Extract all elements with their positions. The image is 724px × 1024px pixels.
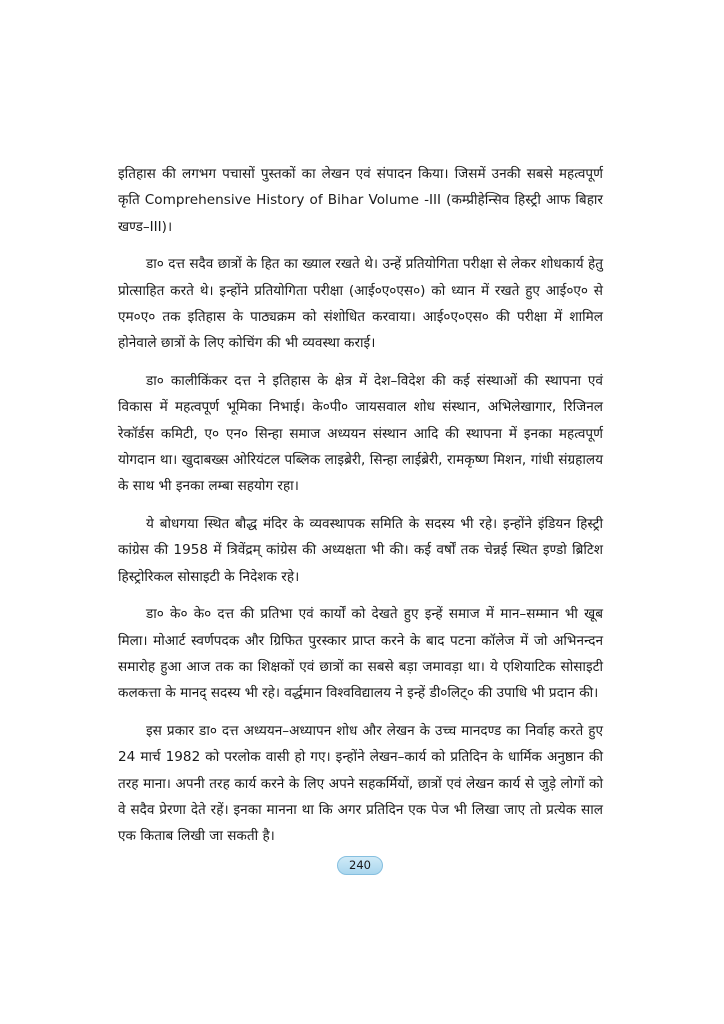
page-body [118, 161, 603, 861]
paragraph: इस प्रकार डा० दत्त अध्ययन–अध्यापन शोध और लेखन के उच्च मानदण्ड का निर्वाह करते हुए 24 मार्च 1982 को परलोक वासी हो गए। इन्होंने लेखन–कार्य को प्रतिदिन के धार्मिक अनुष्ठान की तरह माना। अपनी तरह कार्य करने के लिए अपने सहकर्मियों, छात्रों एवं लेखन कार्य से जुड़े लोगों को वे सदैव प्रेरणा देते रहें। इनका मानना था कि अगर प्रतिदिन एक पेज भी लिखा जाए तो प्रत्येक साल एक किताब लिखी जा सकती है। [118, 722, 603, 845]
paragraph-continuation: इतिहास की लगभग पचासों पुस्तकों का लेखन एवं संपादन किया। जिसमें उनकी सबसे महत्वपूर्ण कृति Comprehensive History of Bihar Volume -III (कम्प्रीहेन्सिव हिस्ट्री आफ बिहार खण्ड–III)। [118, 166, 603, 235]
paragraph: डा० के० के० दत्त की प्रतिभा एवं कार्यों को देखते हुए इन्हें समाज में मान–सम्मान भी खूब मिला। मोआर्ट स्वर्णपदक और ग्रिफित पुरस्कार प्राप्त करने के बाद पटना कॉलेज में जो अभिनन्दन समारोह हुआ आज तक का शिक्षकों एवं छात्रों का सबसे बड़ा जमावड़ा था। ये एशियाटिक सोसाइटी कलकत्ता के मानद् सदस्य भी रहे। वर्द्धमान विश्वविद्यालय ने इन्हें डी०लिट्० की उपाधि भी प्रदान की। [118, 606, 603, 702]
page-number-badge: 240 [337, 856, 383, 875]
paragraph: डा० दत्त सदैव छात्रों के हित का ख्याल रखते थे। उन्हें प्रतियोगिता परीक्षा से लेकर शोधकार्य हेतु प्रोत्साहित करते थे। इन्होंने प्रतियोगिता परीक्षा (आई०ए०एस०) को ध्यान में रखते हुए आई०ए० से एम०ए० तक इतिहास के पाठ्यक्रम को संशोधित करवाया। आई०ए०एस० की परीक्षा में शामिल होनेवाले छात्रों के लिए कोचिंग की भी व्यवस्था कराई। [118, 256, 603, 352]
paragraph: ये बोधगया स्थित बौद्ध मंदिर के व्यवस्थापक समिति के सदस्य भी रहे। इन्होंने इंडियन हिस्ट्री कांग्रेस की 1958 में त्रिवेंद्रम् कांग्रेस की अध्यक्षता भी की। कई वर्षों तक चेन्नई स्थित इण्डो ब्रिटिश हिस्ट्रोरिकल सोसाइटी के निदेशक रहे। [118, 515, 603, 585]
paragraph: डा० कालीकिंकर दत्त ने इतिहास के क्षेत्र में देश–विदेश की कई संस्थाओं की स्थापना एवं विकास में महत्वपूर्ण भूमिका निभाई। के०पी० जायसवाल शोध संस्थान, अभिलेखागार, रिजिनल रेकॉर्डस कमिटी, ए० एन० सिन्हा समाज अध्ययन संस्थान आदि की स्थापना में इनका महत्वपूर्ण योगदान था। खुदाबख्स ओरियंटल पब्लिक लाइब्रेरी, सिन्हा लाईब्रेरी, रामकृष्ण मिशन, गांधी संग्रहालय के साथ भी इनका लम्बा सहयोग रहा। [118, 372, 603, 495]
